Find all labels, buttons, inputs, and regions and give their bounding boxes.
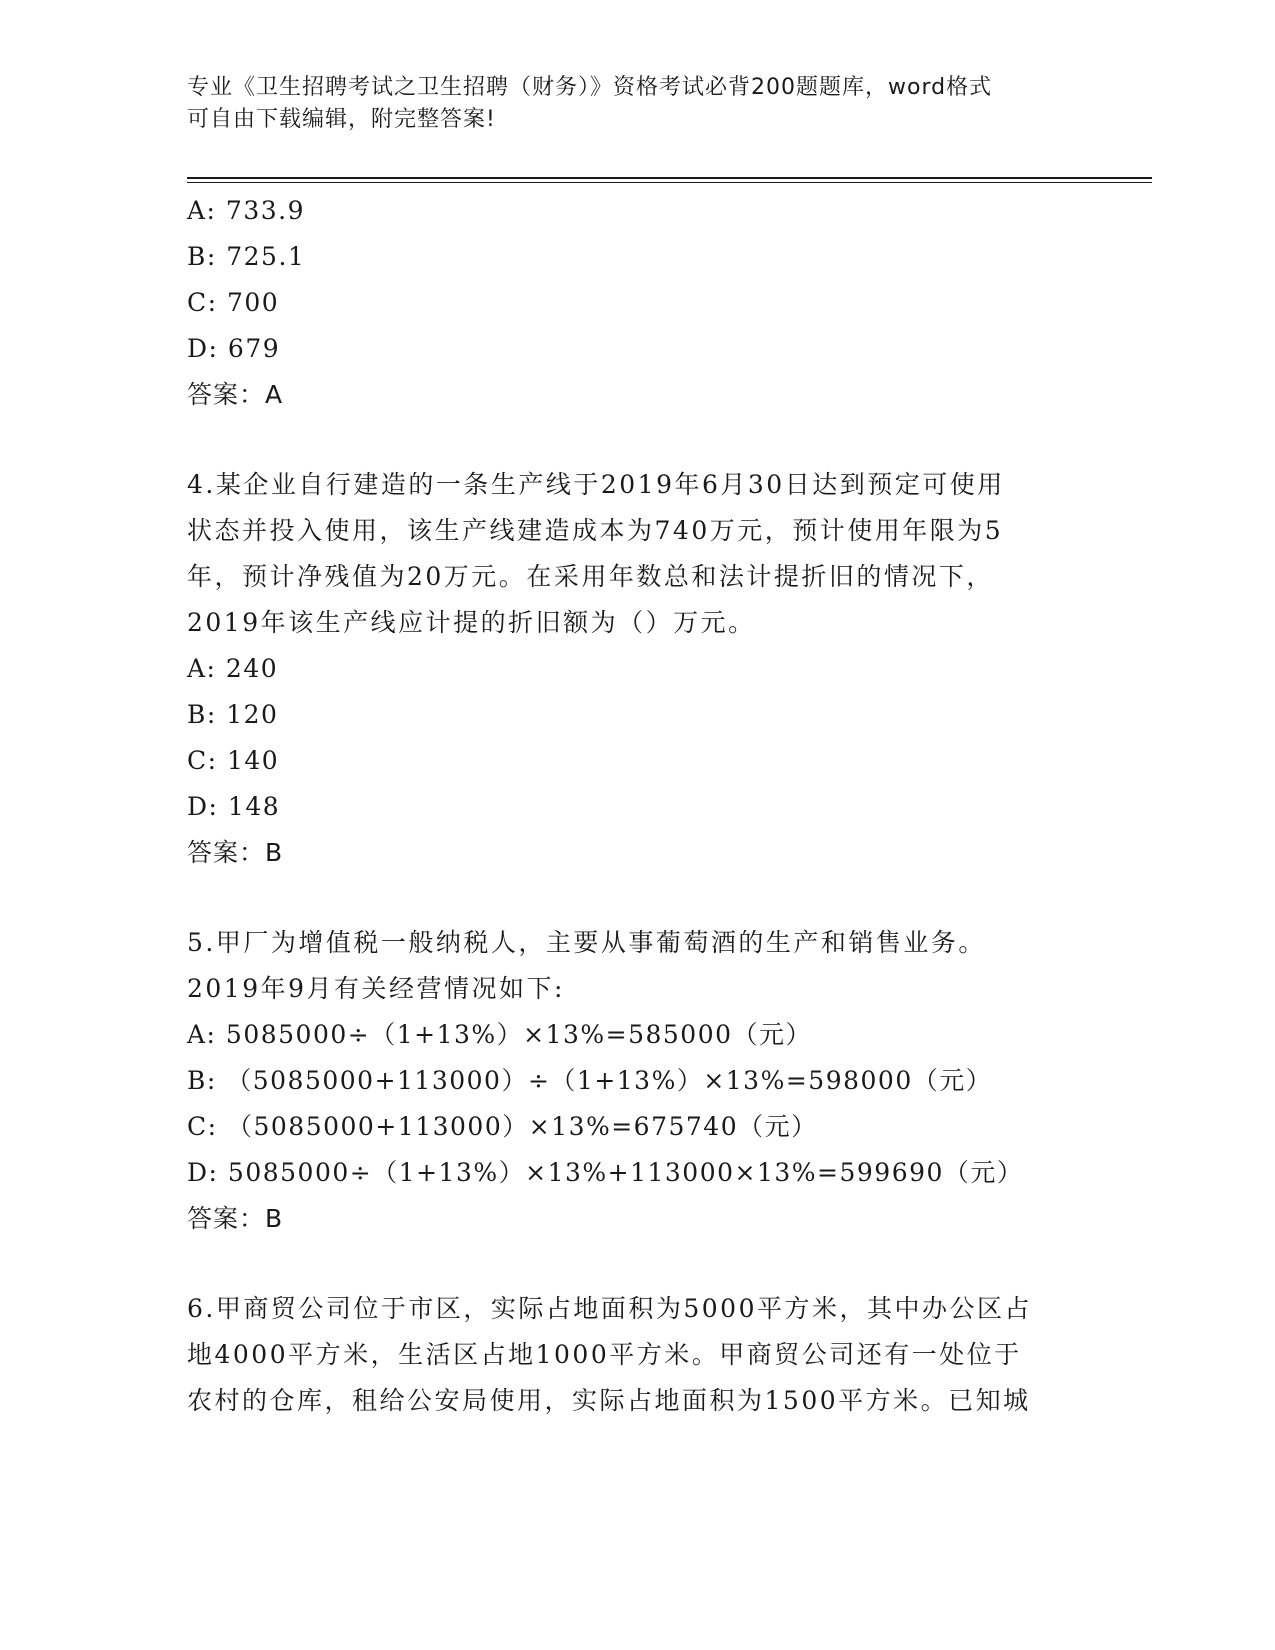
header-title-line-1: 专业《卫生招聘考试之卫生招聘（财务）》资格考试必背200题题库，word格式: [187, 75, 993, 100]
question-text: [187, 462, 1087, 646]
answer-line: 答案：B: [187, 1204, 284, 1233]
question-text-line: 状态并投入使用，该生产线建造成本为740万元，预计使用年限为5: [187, 516, 1004, 545]
option-c: C: 140: [187, 746, 280, 775]
option-a: A: 733.9: [187, 196, 305, 225]
question-text-line: 6.甲商贸公司位于市区，实际占地面积为5000平方米，其中办公区占: [187, 1294, 1032, 1323]
option-b: B: 120: [187, 700, 279, 729]
question-text-line: 2019年该生产线应计提的折旧额为（）万元。: [187, 608, 756, 637]
question-text: [187, 1286, 1087, 1424]
header-divider-thick: [187, 177, 1152, 179]
spacer: [187, 418, 1087, 462]
option-b: B: （5085000+113000）÷（1+13%）×13%=598000（元）: [187, 1066, 993, 1095]
option-a: A: 240: [187, 654, 279, 683]
question-text-line: 4.某企业自行建造的一条生产线于2019年6月30日达到预定可使用: [187, 470, 1005, 499]
answer-line: 答案：B: [187, 838, 284, 867]
option-d: D: 679: [187, 334, 281, 363]
question-4: [187, 462, 1087, 876]
question-text-line: 2019年9月有关经营情况如下:: [187, 974, 565, 1003]
question-text: [187, 920, 1087, 1012]
header-divider-thin: [187, 182, 1152, 183]
spacer: [187, 1242, 1087, 1286]
question-5: [187, 920, 1087, 1242]
option-c: C: （5085000+113000）×13%=675740（元）: [187, 1112, 818, 1141]
question-text-line: 地4000平方米，生活区占地1000平方米。甲商贸公司还有一处位于: [187, 1340, 1022, 1369]
option-c: C: 700: [187, 288, 280, 317]
question-text-line: 年，预计净残值为20万元。在采用年数总和法计提折旧的情况下，: [187, 562, 994, 591]
option-a: A: 5085000÷（1+13%）×13%=585000（元）: [187, 1020, 813, 1049]
question-text-line: 农村的仓库，租给公安局使用，实际占地面积为1500平方米。已知城: [187, 1386, 1031, 1415]
question-text-line: 5.甲厂为增值税一般纳税人，主要从事葡萄酒的生产和销售业务。: [187, 928, 986, 957]
document-body: [187, 188, 1087, 1424]
document-header: [187, 72, 1067, 136]
spacer: [187, 876, 1087, 920]
question-3: [187, 188, 1087, 418]
header-title-line-2: 可自由下载编辑，附完整答案!: [187, 107, 496, 132]
option-b: B: 725.1: [187, 242, 306, 271]
question-6: [187, 1286, 1087, 1424]
option-d: D: 148: [187, 792, 281, 821]
answer-line: 答案：A: [187, 380, 284, 409]
option-d: D: 5085000÷（1+13%）×13%+113000×13%=599690（元）: [187, 1158, 1024, 1187]
